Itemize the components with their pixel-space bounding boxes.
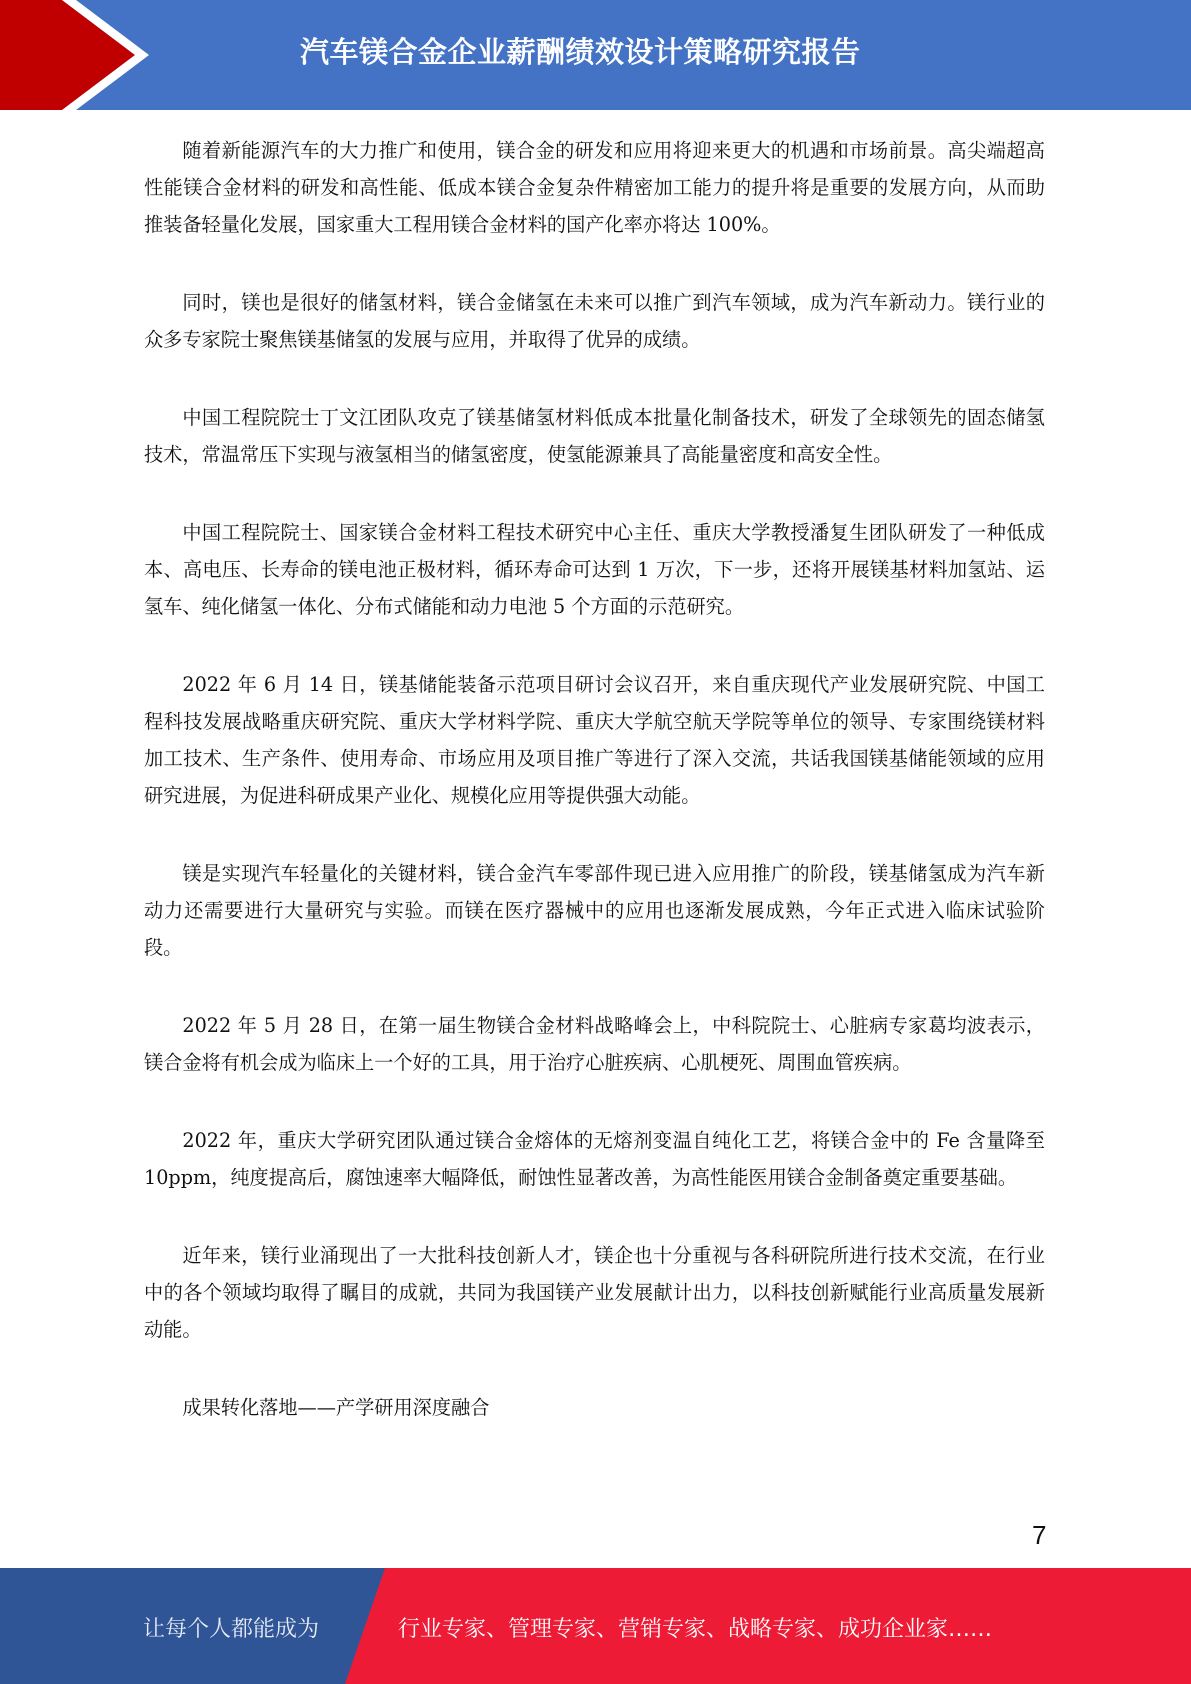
paragraph: 2022 年 6 月 14 日，镁基储能装备示范项目研讨会议召开，来自重庆现代产业发展研究院、中国工程科技发展战略重庆研究院、重庆大学材料学院、重庆大学航空航天学院等单位的领导、专家围绕镁材料加工技术、生产条件、使用寿命、市场应用及项目推广等进行了深入交流，共话我国镁基储能领域的应用研究进展，为促进科研成果产业化、规模化应用等提供强大动能。: [144, 673, 1045, 807]
paragraph: 近年来，镁行业涌现出了一大批科技创新人才，镁企也十分重视与各科研院所进行技术交流，在行业中的各个领域均取得了瞩目的成就，共同为我国镁产业发展献计出力，以科技创新赋能行业高质量发展新动能。: [144, 1244, 1045, 1341]
paragraph: 2022 年，重庆大学研究团队通过镁合金熔体的无熔剂变温自纯化工艺，将镁合金中的 Fe 含量降至 10ppm，纯度提高后，腐蚀速率大幅降低，耐蚀性显著改善，为高性能医用镁合金制备奠定重要基础。: [144, 1129, 1045, 1189]
paragraph: 2022 年 5 月 28 日，在第一届生物镁合金材料战略峰会上，中科院院士、心脏病专家葛均波表示，镁合金将有机会成为临床上一个好的工具，用于治疗心脏疾病、心肌梗死、周围血管疾病。: [144, 1014, 1045, 1074]
report-title: 汽车镁合金企业薪酬绩效设计策略研究报告: [300, 35, 861, 69]
paragraph: 中国工程院院士、国家镁合金材料工程技术研究中心主任、重庆大学教授潘复生团队研发了一种低成本、高电压、长寿命的镁电池正极材料，循环寿命可达到 1 万次，下一步，还将开展镁基材料加氢站、运氢车、纯化储氢一体化、分布式储能和动力电池 5 个方面的示范研究。: [144, 521, 1045, 618]
paragraph: 随着新能源汽车的大力推广和使用，镁合金的研发和应用将迎来更大的机遇和市场前景。高尖端超高性能镁合金材料的研发和高性能、低成本镁合金复杂件精密加工能力的提升将是重要的发展方向，从而助推装备轻量化发展，国家重大工程用镁合金材料的国产化率亦将达 100%。: [144, 139, 1045, 236]
paragraph: 同时，镁也是很好的储氢材料，镁合金储氢在未来可以推广到汽车领域，成为汽车新动力。镁行业的众多专家院士聚焦镁基储氢的发展与应用，并取得了优异的成绩。: [144, 291, 1045, 351]
page-number: 7: [1032, 1520, 1047, 1550]
footer-slogan-left: 让每个人都能成为: [143, 1617, 320, 1642]
paragraph: 中国工程院院士丁文江团队攻克了镁基储氢材料低成本批量化制备技术，研发了全球领先的固态储氢技术，常温常压下实现与液氢相当的储氢密度，使氢能源兼具了高能量密度和高安全性。: [144, 406, 1045, 466]
section-heading: 成果转化落地——产学研用深度融合: [182, 1396, 490, 1419]
document-body: [144, 132, 1045, 1467]
page-header: [0, 0, 1191, 110]
paragraph: 镁是实现汽车轻量化的关键材料，镁合金汽车零部件现已进入应用推广的阶段，镁基储氢成为汽车新动力还需要进行大量研究与实验。而镁在医疗器械中的应用也逐渐发展成熟，今年正式进入临床试验阶段。: [144, 862, 1045, 959]
footer-slogan-right: 行业专家、管理专家、营销专家、战略专家、成功企业家……: [398, 1617, 993, 1642]
